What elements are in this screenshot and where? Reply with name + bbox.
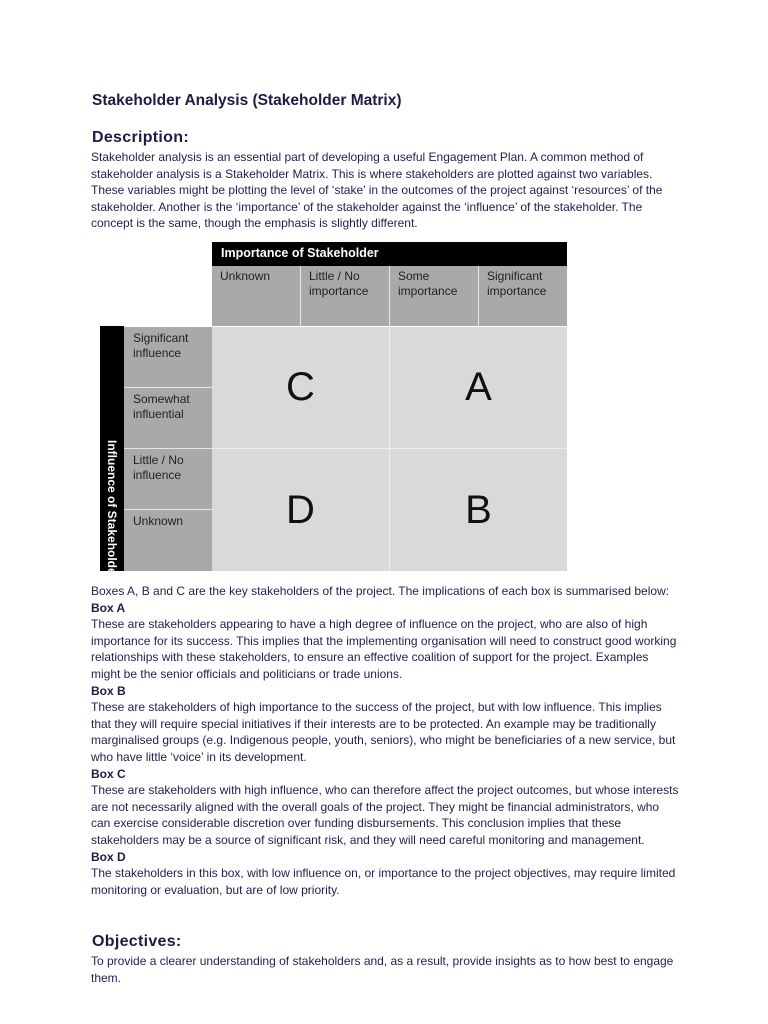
box-d-label: Box D [91, 849, 126, 864]
objectives-heading: Objectives: [92, 933, 182, 950]
box-c-text: These are stakeholders with high influence, who can therefore affect the project outcomes, but whose interests are not necessarily aligned with the overall goals of the project. They might be financial administrators, who can exercise considerable discretion over funding disbursements. This conclusion implies that these stakeholders may be a source of significant risk, and they will need careful monitoring and management. [91, 783, 679, 847]
row-header-somewhat-influential: Somewhat influential [124, 388, 212, 449]
importance-header: Importance of Stakeholder [212, 242, 567, 266]
quadrant-d: D [212, 449, 390, 571]
column-header-unknown: Unknown [212, 266, 301, 326]
row-header-little-influence: Little / No influence [124, 449, 212, 510]
influence-header: Influence of Stakeholder [105, 440, 119, 580]
box-a-label: Box A [91, 600, 126, 615]
row-header-unknown: Unknown [124, 510, 212, 571]
influence-bar [100, 326, 124, 580]
stakeholder-matrix [100, 242, 568, 580]
quadrant-c: C [212, 327, 390, 449]
box-c-label: Box C [91, 766, 126, 781]
column-header-some-importance: Some importance [390, 266, 479, 326]
description-paragraph [91, 149, 681, 232]
page-title: Stakeholder Analysis (Stakeholder Matrix) [92, 92, 402, 109]
description-heading: Description: [92, 129, 189, 146]
quadrant-a: A [390, 327, 567, 449]
boxes-section [91, 583, 681, 898]
box-a-text: These are stakeholders appearing to have a high degree of influence on the project, who are also of high importance for its success. This implies that the implementing organisation will need to construct good working relationships with these stakeholders, to ensure an effective coalition of support for the project. Examples might be the senior officials and politicians or trade unions. [91, 617, 677, 681]
objectives-paragraph [91, 953, 681, 986]
box-b-label: Box B [91, 683, 126, 698]
description-text: Stakeholder analysis is an essential part of developing a useful Engagement Plan. A common method of stakeholder analysis is a Stakeholder Matrix. This is where stakeholders are plotted against two variables. These variables might be plotting the level of ‘stake’ in the outcomes of the project against ‘resources’ of the stakeholder. Another is the ‘importance’ of the stakeholder against the ‘influence’ of the stakeholder. The concept is the same, though the emphasis is slightly different. [91, 150, 663, 231]
objectives-text: To provide a clearer understanding of stakeholders and, as a result, provide insights as to how best to engage them. [91, 954, 674, 985]
box-d-text: The stakeholders in this box, with low influence on, or importance to the project objectives, may require limited monitoring or evaluation, but are of low priority. [91, 866, 676, 897]
column-header-little-importance: Little / No importance [301, 266, 390, 326]
row-header-significant-influence: Significant influence [124, 327, 212, 388]
box-b-text: These are stakeholders of high importance to the success of the project, but with low influence. This implies that they will require special initiatives if their interests are to be protected. An example may be traditionally marginalised groups (e.g. Indigenous people, youth, seniors), who might be beneficiaries of a new service, but who have little ‘voice’ in its development. [91, 700, 676, 764]
boxes-intro: Boxes A, B and C are the key stakeholders of the project. The implications of each box is summarised below: [91, 584, 670, 598]
column-header-significant-importance: Significant importance [479, 266, 567, 326]
quadrant-b: B [390, 449, 567, 571]
